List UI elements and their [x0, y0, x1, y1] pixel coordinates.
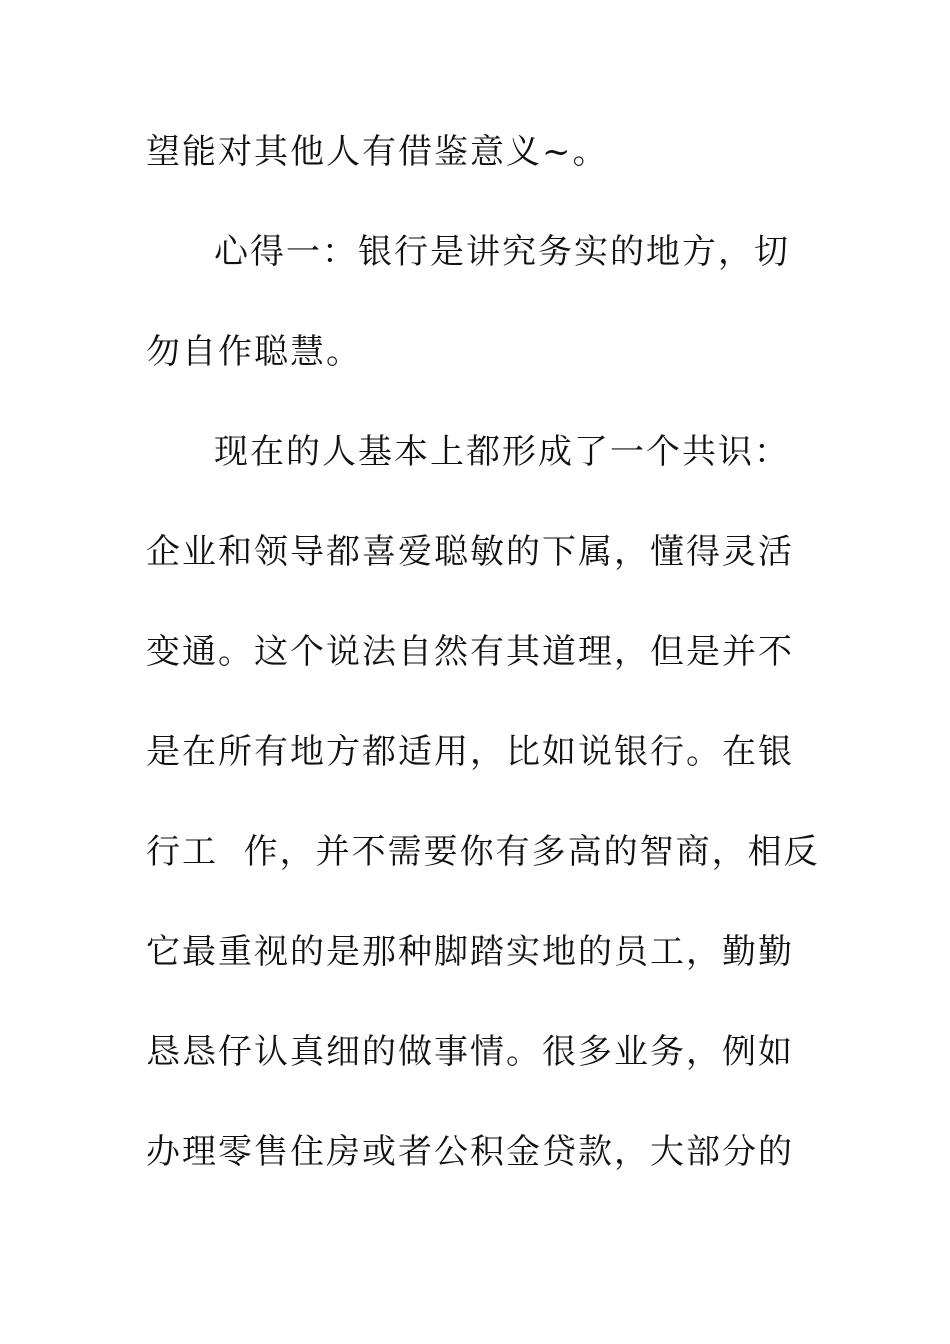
section-heading-line: 勿自作聪慧。	[146, 332, 362, 372]
section-heading-line: 心得一：银行是讲究务实的地方，切	[214, 232, 790, 272]
text-line: 行工 作，并不需要你有多高的智商，相反	[146, 832, 820, 872]
text-line: 变通。这个说法自然有其道理，但是并不	[146, 632, 794, 672]
paragraph-first-line: 现在的人基本上都形成了一个共识：	[214, 432, 790, 472]
text-line: 办理零售住房或者公积金贷款，大部分的	[146, 1132, 794, 1172]
text-line: 恳恳仔认真细的做事情。很多业务，例如	[146, 1032, 794, 1072]
text-line: 是在所有地方都适用，比如说银行。在银	[146, 732, 794, 772]
text-line: 它最重视的是那种脚踏实地的员工，勤勤	[146, 932, 794, 972]
text-line: 企业和领导都喜爱聪敏的下属，懂得灵活	[146, 532, 794, 572]
text-line: 望能对其他人有借鉴意义~。	[146, 132, 609, 172]
